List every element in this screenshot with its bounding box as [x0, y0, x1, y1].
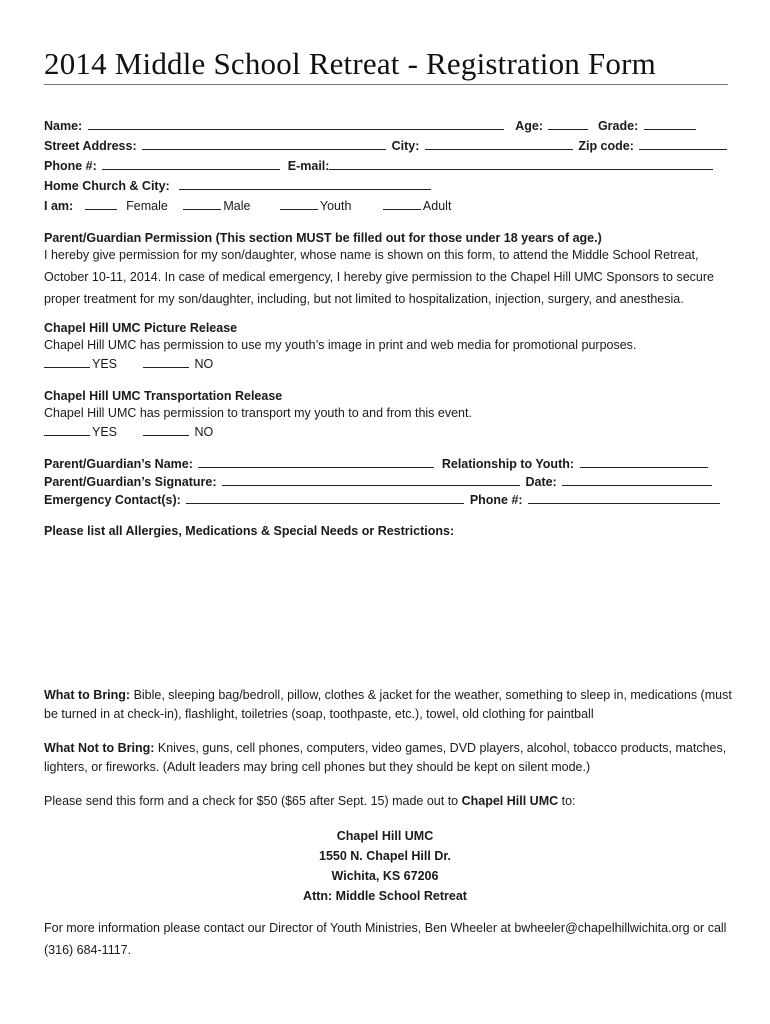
send-text: Please send this form and a check for $50 ($65 after Sept. 15) made out to	[44, 794, 462, 808]
iam-label: I am:	[44, 199, 74, 213]
transport-no-label: NO	[194, 425, 214, 439]
relationship-label: Relationship to Youth:	[441, 457, 575, 471]
what-not-to-bring-label: What Not to Bring:	[44, 741, 155, 755]
phone-row	[44, 157, 715, 175]
date-blank[interactable]	[562, 473, 712, 486]
church-row	[44, 177, 433, 195]
street-blank[interactable]	[142, 137, 386, 150]
transport-yes-label: YES	[92, 425, 118, 439]
picture-options	[44, 355, 213, 373]
picture-text: Chapel Hill UMC has permission to use my youth’s image in print and web media for promotional purposes.	[44, 338, 637, 352]
zip-blank[interactable]	[639, 137, 727, 150]
send-instructions	[44, 793, 576, 810]
street-row	[44, 137, 729, 155]
transport-no-blank[interactable]	[143, 423, 189, 436]
phone-label: Phone #:	[44, 159, 97, 173]
name-blank[interactable]	[88, 117, 504, 130]
permission-heading: Parent/Guardian Permission (This section MUST be filled out for those under 18 years of age.)	[44, 231, 602, 245]
guardian-signature-label: Parent/Guardian’s Signature:	[44, 475, 217, 489]
send-payee: Chapel Hill UMC	[461, 794, 559, 808]
iam-row	[44, 197, 451, 215]
emergency-phone-blank[interactable]	[528, 491, 720, 504]
email-label: E-mail:	[287, 159, 330, 173]
guardian-signature-row	[44, 473, 714, 491]
youth-label: Youth	[319, 199, 352, 213]
guardian-signature-blank[interactable]	[222, 473, 520, 486]
picture-no-blank[interactable]	[143, 355, 189, 368]
female-label: Female	[126, 199, 168, 213]
picture-no-label: NO	[194, 357, 214, 371]
what-not-to-bring-text: Knives, guns, cell phones, computers, video games, DVD players, alcohol, tobacco products, matches, lighters, or fireworks. (Adult leaders may bring cell phones but they should be kept on silent mode.)	[44, 741, 727, 774]
street-label: Street Address:	[44, 139, 137, 153]
transport-yes-blank[interactable]	[44, 423, 90, 436]
what-to-bring-text: Bible, sleeping bag/bedroll, pillow, clothes & jacket for the weather, something to sleep in, medications (must be turned in at check-in), flashlight, toiletries (soap, toothpaste, etc.), towel, old clothing for paintball	[44, 688, 732, 721]
transport-heading: Chapel Hill UMC Transportation Release	[44, 389, 283, 403]
permission-text: I hereby give permission for my son/daughter, whose name is shown on this form, to attend the Middle School Retreat, October 10-11, 2014. In case of medical emergency, I hereby give permission to the Chapel Hill UMC Sponsors to secure proper treatment for my son/daughter, including, but not limited to hospitalization, injection, surgery, and anesthesia.	[44, 248, 715, 306]
church-blank[interactable]	[179, 177, 431, 190]
adult-blank[interactable]	[383, 197, 421, 210]
relationship-blank[interactable]	[580, 455, 708, 468]
guardian-name-row	[44, 455, 710, 473]
what-to-bring	[44, 686, 734, 724]
email-blank[interactable]	[329, 157, 713, 170]
title-underline	[44, 84, 728, 85]
picture-yes-label: YES	[92, 357, 118, 371]
address-line-3: Wichita, KS 67206	[331, 869, 439, 883]
address-line-2: 1550 N. Chapel Hill Dr.	[319, 849, 451, 863]
emergency-blank[interactable]	[186, 491, 464, 504]
address-line-4: Attn: Middle School Retreat	[303, 889, 467, 903]
date-label: Date:	[525, 475, 557, 489]
male-blank[interactable]	[183, 197, 221, 210]
youth-blank[interactable]	[280, 197, 318, 210]
name-label: Name:	[44, 119, 83, 133]
transport-options	[44, 423, 213, 441]
contact-info: For more information please contact our Director of Youth Ministries, Ben Wheeler at bwheeler@chapelhillwichita.org or call (316) 684-1117.	[44, 921, 727, 957]
phone-blank[interactable]	[102, 157, 280, 170]
emergency-row	[44, 491, 722, 509]
age-blank[interactable]	[548, 117, 588, 130]
send-end: to:	[558, 794, 576, 808]
emergency-label: Emergency Contact(s):	[44, 493, 181, 507]
female-blank[interactable]	[85, 197, 117, 210]
age-label: Age:	[515, 119, 543, 133]
form-title: 2014 Middle School Retreat - Registration Form	[44, 46, 656, 81]
adult-label: Adult	[422, 199, 452, 213]
what-to-bring-label: What to Bring:	[44, 688, 131, 702]
city-blank[interactable]	[425, 137, 573, 150]
what-not-to-bring	[44, 739, 734, 777]
transport-text: Chapel Hill UMC has permission to transport my youth to and from this event.	[44, 406, 472, 420]
picture-heading: Chapel Hill UMC Picture Release	[44, 321, 238, 335]
name-row	[44, 117, 698, 135]
grade-label: Grade:	[597, 119, 639, 133]
guardian-name-label: Parent/Guardian’s Name:	[44, 457, 193, 471]
emergency-phone-label: Phone #:	[469, 493, 523, 507]
male-label: Male	[223, 199, 251, 213]
allergies-heading: Please list all Allergies, Medications & Special Needs or Restrictions:	[44, 524, 455, 538]
address-line-1: Chapel Hill UMC	[336, 829, 434, 843]
guardian-name-blank[interactable]	[198, 455, 434, 468]
church-label: Home Church & City:	[44, 179, 170, 193]
zip-label: Zip code:	[578, 139, 634, 153]
grade-blank[interactable]	[644, 117, 696, 130]
picture-yes-blank[interactable]	[44, 355, 90, 368]
city-label: City:	[391, 139, 420, 153]
